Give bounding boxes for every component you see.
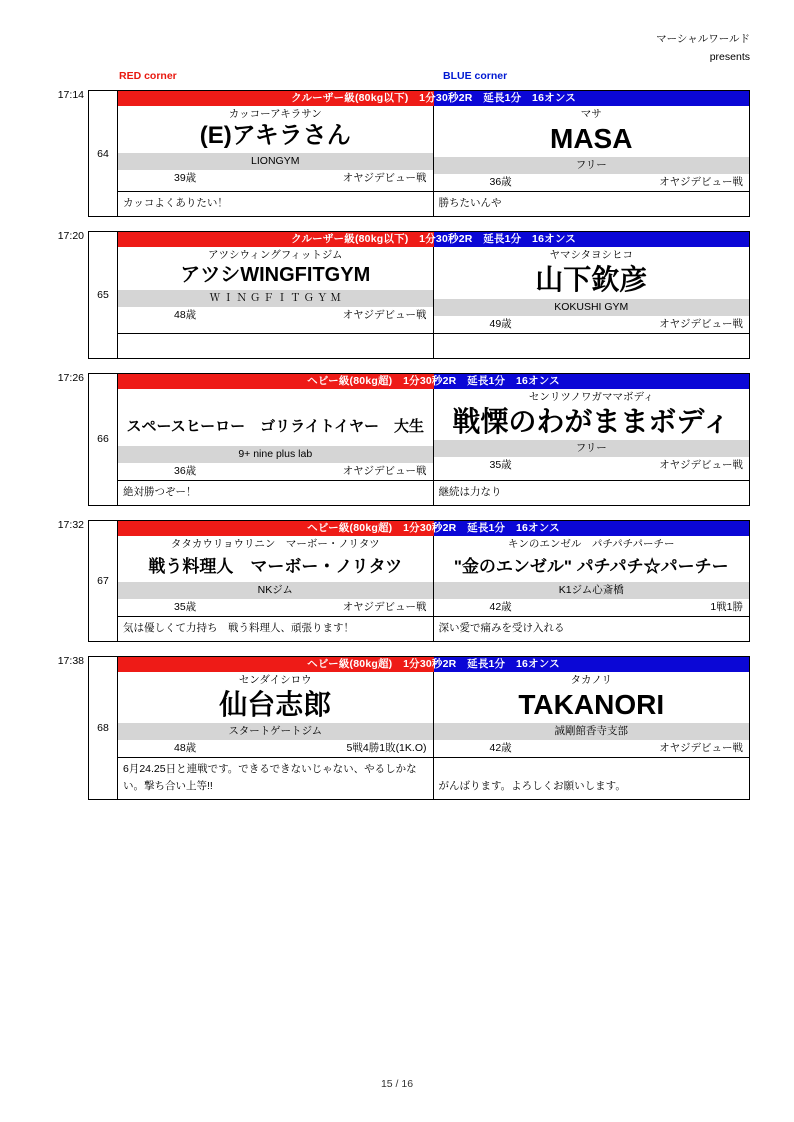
comments xyxy=(118,333,749,358)
fighter-stats xyxy=(434,740,750,757)
bout-gap xyxy=(44,217,750,231)
bout-row xyxy=(44,231,750,358)
fighter-kana xyxy=(118,389,433,405)
fighter-stats xyxy=(434,457,750,474)
fighter-red xyxy=(118,247,434,332)
bout-banner xyxy=(118,521,749,536)
fighter-age: 48歳 xyxy=(174,741,197,754)
comments xyxy=(118,616,749,641)
bout-banner xyxy=(118,374,749,389)
bout-list xyxy=(44,90,750,800)
fighter-stats xyxy=(118,740,433,757)
comment-red: 絶対勝つぞー！ xyxy=(118,481,434,505)
comment-blue xyxy=(434,334,750,358)
comment-blue: 深い愛で痛みを受け入れる xyxy=(438,621,565,634)
bout-gap xyxy=(44,359,750,373)
bout-card xyxy=(118,520,750,642)
bout-time: 17:38 xyxy=(57,654,84,667)
fighter-gym: フリー xyxy=(434,157,750,174)
comment-red: 気は優しくて力持ち 戦う料理人、頑張ります！ xyxy=(118,617,434,641)
fighter-gym: フリー xyxy=(434,440,750,457)
comments xyxy=(118,480,749,505)
bout-time-col xyxy=(44,656,88,800)
red-corner-label: RED corner xyxy=(119,70,177,82)
bout-number: 64 xyxy=(88,90,118,217)
fighter-age: 36歳 xyxy=(174,464,197,477)
fighters xyxy=(118,389,749,480)
fighter-name: アツシWINGFITGYM xyxy=(180,264,371,287)
fighters xyxy=(118,672,749,757)
fighter-name: スペースヒーロー ゴリライトイヤー 大生 xyxy=(126,417,424,435)
fighter-age: 42歳 xyxy=(489,600,512,613)
fighter-blue xyxy=(434,106,750,191)
bout-time-col xyxy=(44,231,88,358)
fighter-record: オヤジデビュー戦 xyxy=(342,464,427,477)
fighters xyxy=(118,247,749,332)
bout-rules: ヘビー級(80kg超) 1分30秒2R 延長1分 16オンス xyxy=(307,657,560,670)
fighters xyxy=(118,536,749,616)
bout-card xyxy=(118,90,750,217)
fighter-kana: ヤマシタヨシヒコ xyxy=(549,249,634,262)
bout-row xyxy=(44,520,750,642)
fighter-red xyxy=(118,389,434,480)
fighter-name: (E)アキラさん xyxy=(199,122,351,149)
bout-rules: クルーザー級(80kg以下) 1分30秒2R 延長1分 16オンス xyxy=(291,233,576,246)
fighter-red xyxy=(118,536,434,616)
fighter-red xyxy=(118,672,434,757)
bout-row xyxy=(44,656,750,800)
fighter-blue xyxy=(434,672,750,757)
comment-blue: がんばります。よろしくお願いします。 xyxy=(438,779,626,792)
bout-time-col xyxy=(44,520,88,642)
fighter-name: 戦う料理人 マーボー・ノリタツ xyxy=(148,556,403,576)
presents-label: presents xyxy=(709,51,750,63)
fighter-gym: NKジム xyxy=(118,582,433,599)
bout-banner xyxy=(118,91,749,106)
fighter-stats xyxy=(118,307,433,324)
bout-gap xyxy=(44,506,750,520)
fighter-age: 35歳 xyxy=(489,459,512,472)
bout-row xyxy=(44,373,750,506)
corner-labels xyxy=(0,70,794,84)
fighter-blue xyxy=(434,247,750,332)
fighter-kana: タタカウリョウリニン マーボー・ノリタツ xyxy=(170,537,380,550)
comment-red: カッコよくありたい！ xyxy=(118,192,434,216)
fighter-age: 48歳 xyxy=(174,308,197,321)
bout-gap xyxy=(44,642,750,656)
bout-number: 67 xyxy=(88,520,118,642)
fighter-gym: 9+ nine plus lab xyxy=(118,446,433,463)
bout-rules: クルーザー級(80kg以下) 1分30秒2R 延長1分 16オンス xyxy=(291,92,576,104)
fighter-record: 5戦4勝1敗(1K.O) xyxy=(346,741,427,754)
bout-rules: ヘビー級(80kg超) 1分30秒2R 延長1分 16オンス xyxy=(307,374,560,387)
fighter-stats xyxy=(118,599,433,616)
fighter-stats xyxy=(434,599,750,616)
fighter-record: オヤジデビュー戦 xyxy=(659,459,743,472)
bout-time: 17:20 xyxy=(57,230,84,243)
blue-corner-label: BLUE corner xyxy=(443,70,508,82)
fighters xyxy=(118,106,749,191)
comment-red xyxy=(118,334,434,358)
bout-card xyxy=(118,373,750,506)
fighter-record: オヤジデビュー戦 xyxy=(342,600,427,613)
fighter-name: 仙台志郎 xyxy=(219,688,332,720)
fighter-gym: スタートゲートジム xyxy=(118,723,433,740)
comment-red: 6月24.25日と連戦です。できるできないじゃない、やるしかない。撃ち合い上等!! xyxy=(118,758,434,799)
fighter-record: オヤジデビュー戦 xyxy=(659,317,743,330)
comments xyxy=(118,191,749,216)
fighter-record: オヤジデビュー戦 xyxy=(342,171,427,184)
fighter-gym: K1ジム心斎橋 xyxy=(434,582,750,599)
fighter-gym: KOKUSHI GYM xyxy=(434,299,750,316)
bout-card xyxy=(118,231,750,358)
fighter-kana: マサ xyxy=(580,108,602,120)
fighter-name: "金のエンゼル" パチパチ☆パーチー xyxy=(453,556,729,576)
fighter-age: 39歳 xyxy=(174,171,197,184)
presenter-block xyxy=(656,30,750,66)
page-footer: 15 / 16 xyxy=(380,1078,414,1090)
fighter-age: 49歳 xyxy=(489,317,512,330)
bout-time: 17:14 xyxy=(57,89,84,101)
fighter-kana: センダイシロウ xyxy=(238,673,312,686)
fighter-stats xyxy=(118,463,433,480)
bout-banner xyxy=(118,657,749,672)
fighter-blue xyxy=(434,536,750,616)
bout-number: 65 xyxy=(88,231,118,358)
fighter-age: 42歳 xyxy=(489,741,512,754)
bout-time: 17:32 xyxy=(57,518,84,531)
fighter-record: 1戦1勝 xyxy=(710,600,743,613)
bout-time: 17:26 xyxy=(57,371,84,384)
fighter-age: 36歳 xyxy=(489,176,512,189)
fighter-record: オヤジデビュー戦 xyxy=(659,176,743,189)
fighter-name: TAKANORI xyxy=(518,688,665,720)
fighter-kana: センリツノワガママボディ xyxy=(528,390,654,403)
fighter-gym: Ｗ Ｉ Ｎ Ｇ Ｆ Ｉ Ｔ Ｇ Ｙ Ｍ xyxy=(118,290,433,307)
bout-time-col xyxy=(44,373,88,506)
fighter-record: オヤジデビュー戦 xyxy=(342,308,427,321)
fighter-record: オヤジデビュー戦 xyxy=(659,741,743,754)
bout-number: 66 xyxy=(88,373,118,506)
fighter-stats xyxy=(118,170,433,187)
comment-blue: 継続は力なり xyxy=(438,485,502,498)
fighter-kana: アツシウィングフィットジム xyxy=(208,249,343,262)
fighter-gym: 誠剛館香寺支部 xyxy=(434,723,750,740)
bout-rules: ヘビー級(80kg超) 1分30秒2R 延長1分 16オンス xyxy=(307,521,560,534)
fighter-stats xyxy=(434,174,750,191)
bout-time-col xyxy=(44,90,88,217)
presenter-name: マーシャルワールド xyxy=(656,33,750,45)
fighter-red xyxy=(118,106,434,191)
fighter-gym: LIONGYM xyxy=(118,153,433,170)
bout-card xyxy=(118,656,750,800)
comment-blue: 勝ちたいんや xyxy=(438,197,502,210)
fighter-blue xyxy=(434,389,750,480)
fighter-kana: カッコーアキラサン xyxy=(228,108,322,120)
bout-number: 68 xyxy=(88,656,118,800)
comments xyxy=(118,757,749,799)
fighter-kana: タカノリ xyxy=(570,673,613,686)
fighter-name: 山下欽彦 xyxy=(535,264,648,296)
fighter-name: MASA xyxy=(550,123,633,154)
bout-banner xyxy=(118,232,749,247)
fighter-name: 戦慄のわがままボディ xyxy=(452,405,731,437)
fighter-stats xyxy=(434,316,750,333)
bout-row xyxy=(44,90,750,217)
fighter-age: 35歳 xyxy=(174,600,197,613)
fighter-kana: キンのエンゼル パチパチパーチー xyxy=(507,537,675,550)
